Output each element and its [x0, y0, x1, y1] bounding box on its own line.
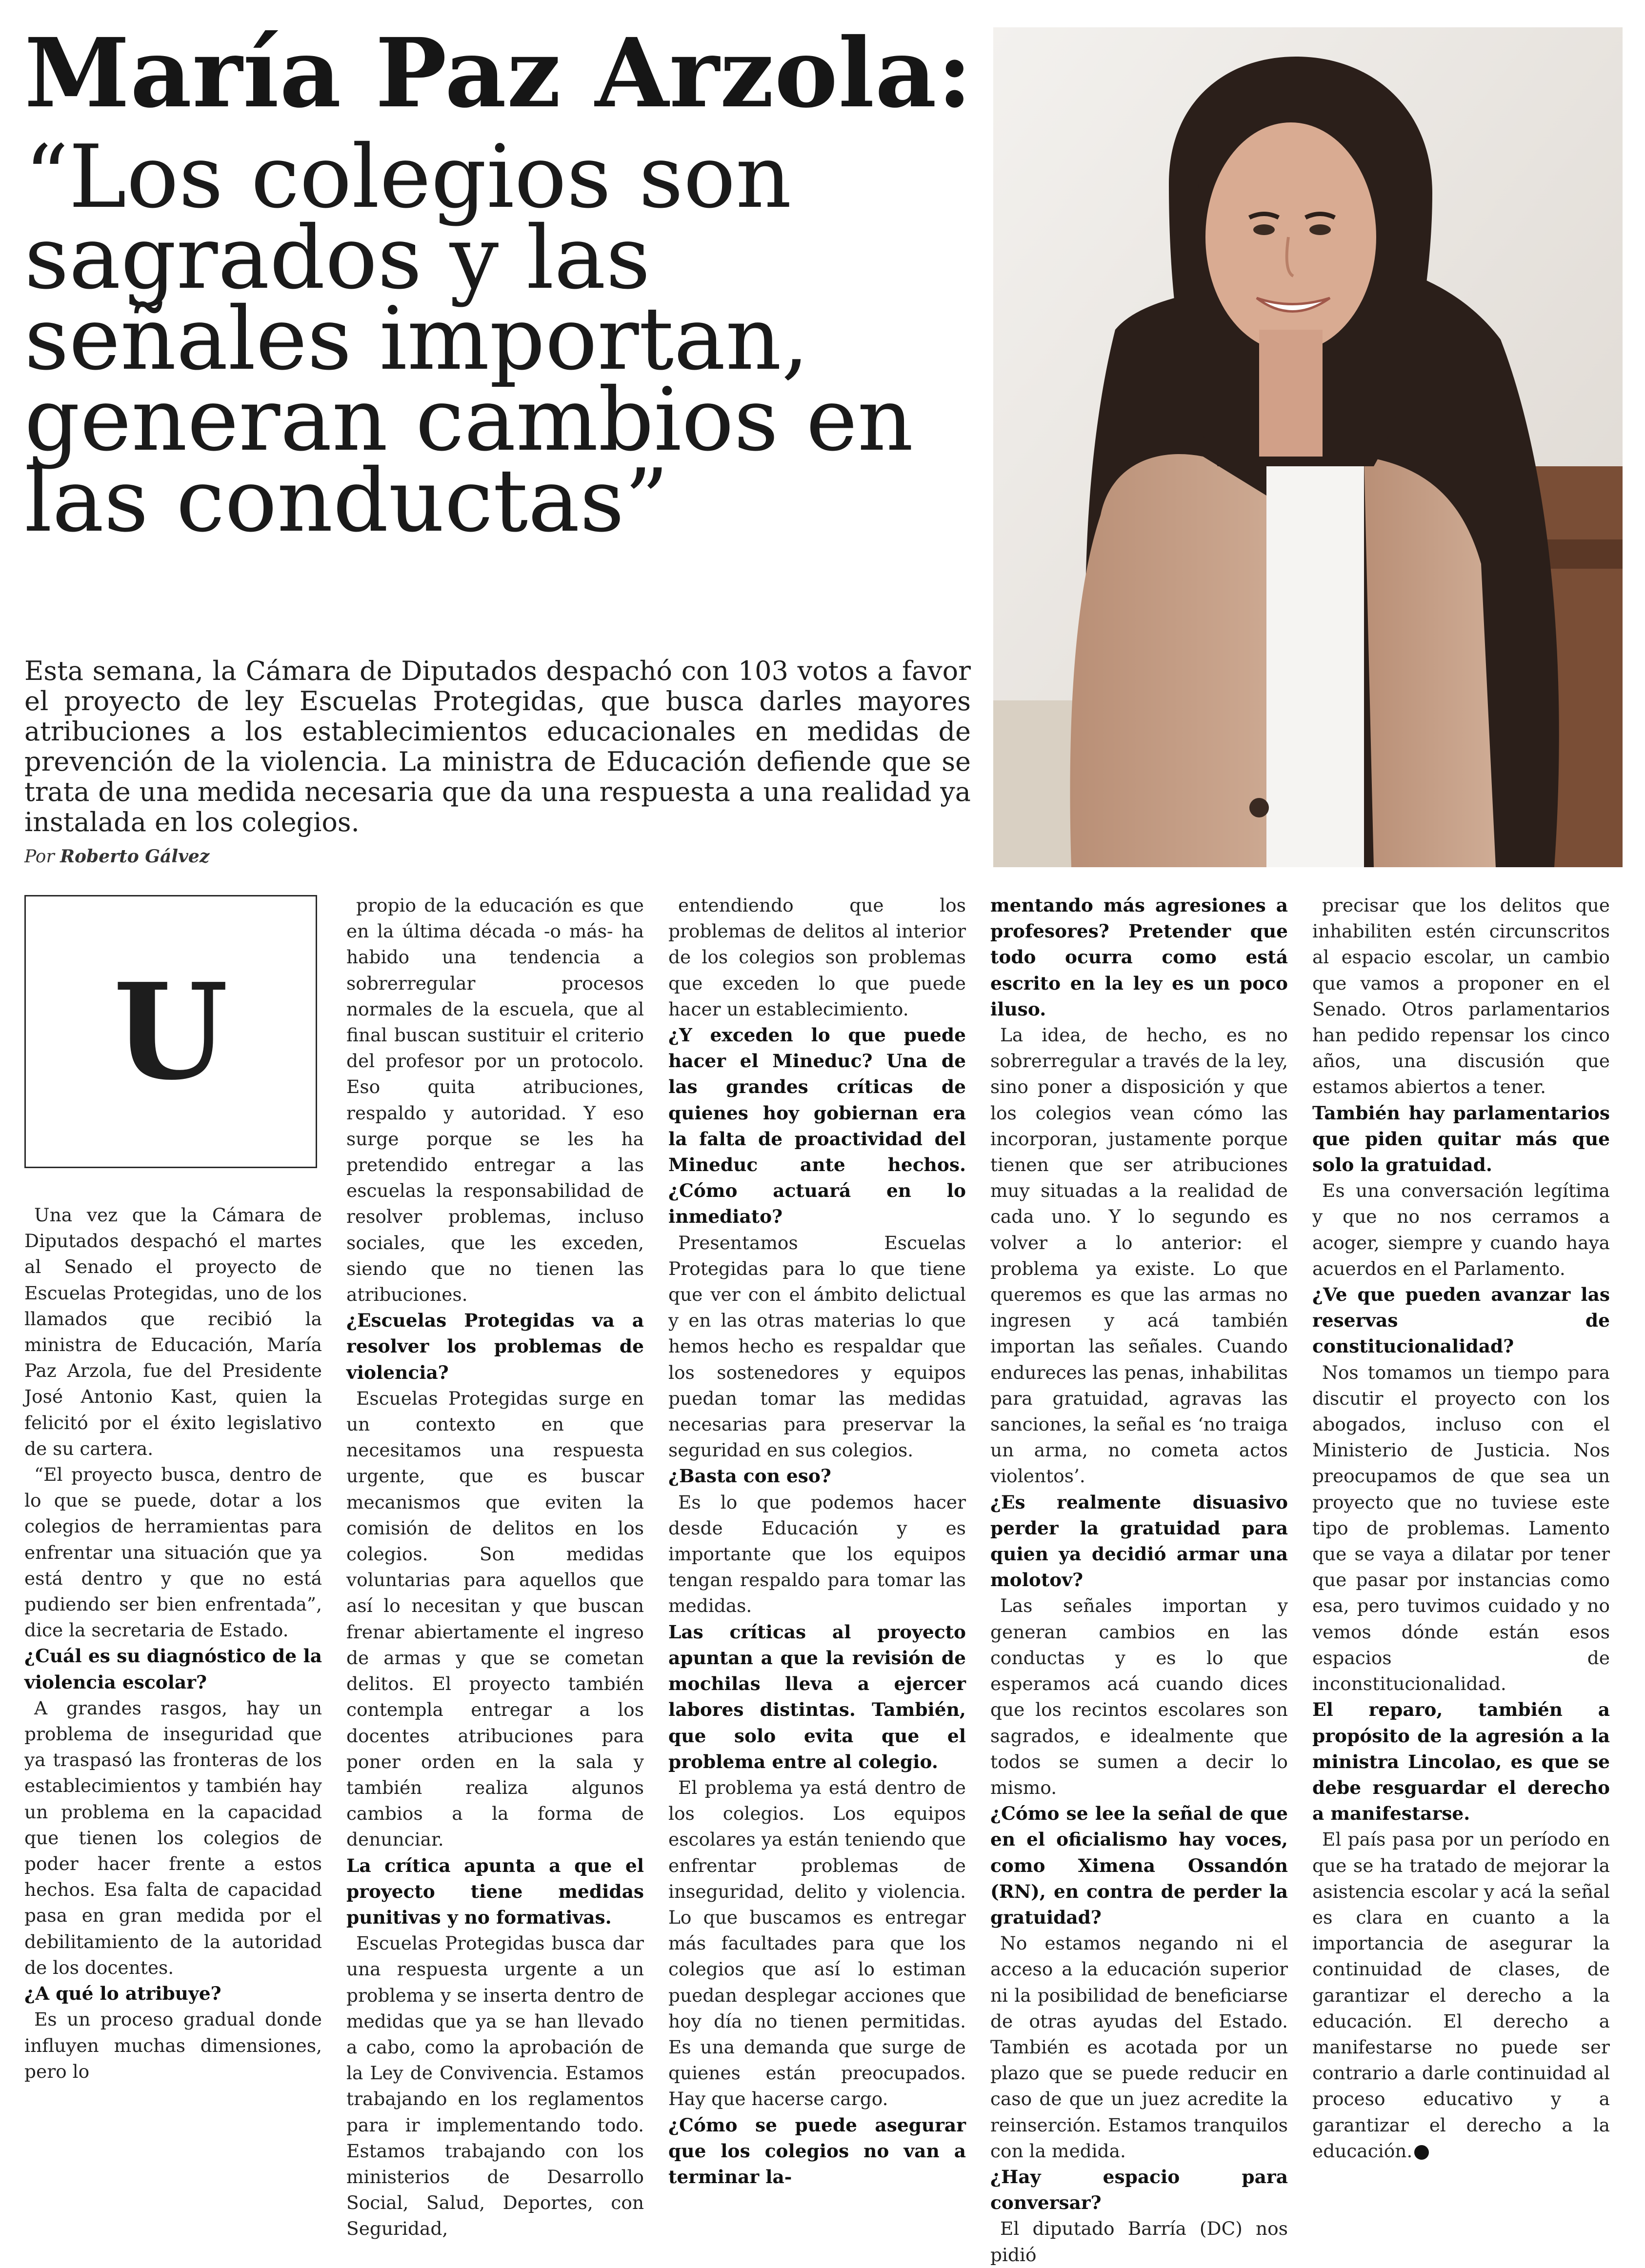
body-paragraph: Es una conversación legítima y que no nos cerramos a acoger, siempre y cuando haya acuerdos en el Parlamento.	[1312, 1180, 1610, 1279]
interview-question: También hay parlamentarios que piden quitar más que solo la gratuidad.	[1312, 1102, 1610, 1176]
lead-paragraph: Esta semana, la Cámara de Diputados despachó con 103 votos a favor el proyecto de ley Escuelas Protegidas, que busca darles mayores atribuciones a los establecimientos educacionales en medidas de prevención de la violencia. La ministra de Educación defiende que se trata de una medida necesaria que da una respuesta a una realidad ya instalada en los colegios.	[24, 656, 971, 837]
interview-question: ¿Ve que pueden avanzar las reservas de constitucionalidad?	[1312, 1284, 1610, 1357]
body-paragraph: Es lo que podemos hacer desde Educación y es importante que los equipos tengan respaldo para tomar las medidas.	[668, 1491, 966, 1617]
article-column-5	[1312, 893, 1610, 2164]
end-of-article-dot	[1414, 2145, 1429, 2160]
interview-question: ¿A qué lo atribuye?	[24, 1983, 221, 2005]
interview-question: ¿Cómo se lee la señal de que en el oficialismo hay voces, como Ximena Ossandón (RN), en contra de perder la gratuidad?	[990, 1803, 1288, 1928]
body-paragraph: El país pasa por un período en que se ha tratado de mejorar la asistencia escolar y acá la señal es clara en cuanto a la importancia de asegurar la continuidad de clases, de garantizar el derecho a la educación. El derecho a manifestarse no puede ser contrario a darle continuidad al proceso educativo y a garantizar el derecho a la educación.	[1312, 1829, 1610, 2162]
headline-name: María Paz Arzola:	[24, 17, 973, 129]
article-column-1	[24, 1202, 322, 2085]
interview-question: Las críticas al proyecto apuntan a que la revisión de mochilas lleva a ejercer labores distintas. También, que solo evita que el problema entre al colegio.	[668, 1621, 966, 1772]
interview-question: ¿Y exceden lo que puede hacer el Mineduc? Una de las grandes críticas de quienes hoy gobiernan era la falta de proactividad del Mineduc ante hechos. ¿Cómo actuará en lo inmediato?	[668, 1024, 966, 1228]
interview-question: ¿Cuál es su diagnóstico de la violencia escolar?	[24, 1645, 322, 1693]
body-paragraph: propio de la educación es que en la última década -o más- ha habido una tendencia a sobrerregular procesos normales de la escuela, que al final buscan sustituir el criterio del profesor por un protocolo. Eso quita atribuciones, respaldo y autoridad. Y eso surge porque se les ha pretendido entregar a las escuelas la responsabilidad de resolver problemas, incluso sociales, que les exceden, siendo que no tienen las atribuciones.	[346, 895, 644, 1306]
interview-question: ¿Cómo se puede asegurar que los colegios no van a terminar la-	[668, 2114, 966, 2188]
body-paragraph: Las señales importan y generan cambios en las conductas y es lo que esperamos acá cuando dices que los recintos escolares son sagrados, e idealmente que todos se sumen a decir lo mismo.	[990, 1595, 1288, 1798]
body-paragraph: A grandes rasgos, hay un problema de inseguridad que ya traspasó las fronteras de los establecimientos y también hay un problema en la capacidad que tienen los colegios de poder hacer frente a estos hechos. Esa falta de capacidad pasa en gran medida por el debilitamiento de la autoridad de los docentes.	[24, 1697, 322, 1978]
portrait-photo	[993, 27, 1623, 867]
interview-question: ¿Hay espacio para conversar?	[990, 2166, 1288, 2214]
body-paragraph: Es un proceso gradual donde influyen muchas dimensiones, pero lo	[24, 2009, 322, 2082]
interview-question: ¿Es realmente disuasivo perder la gratuidad para quien ya decidió armar una molotov?	[990, 1491, 1288, 1591]
article-column-3	[668, 893, 966, 2190]
article-column-2	[346, 893, 644, 2242]
interview-question: La crítica apunta a que el proyecto tiene medidas punitivas y no formativas.	[346, 1854, 644, 1928]
body-paragraph: entendiendo que los problemas de delitos al interior de los colegios son problemas que exceden lo que puede hacer un establecimiento.	[668, 895, 966, 1020]
interview-question: ¿Escuelas Protegidas va a resolver los problemas de violencia?	[346, 1310, 644, 1383]
dropcap-letter: U	[113, 954, 228, 1109]
body-paragraph: Una vez que la Cámara de Diputados despachó el martes al Senado el proyecto de Escuelas Protegidas, uno de los llamados que recibió la ministra de Educación, María Paz Arzola, fue del Presidente José Antonio Kast, quien la felicitó por el éxito legislativo de su cartera.	[24, 1204, 322, 1459]
interview-question: mentando más agresiones a profesores? Pretender que todo ocurra como está escrito en la ley es un poco iluso.	[990, 895, 1288, 1020]
body-paragraph: No estamos negando ni el acceso a la educación superior ni la posibilidad de beneficiarse de otras ayudas del Estado. También es acotada por un plazo que se puede reducir en caso de que un juez acredite la reinserción. Estamos tranquilos con la medida.	[990, 1932, 1288, 2162]
body-paragraph: Escuelas Protegidas surge en un contexto en que necesitamos una respuesta urgente, que es buscar mecanismos que eviten la comisión de delitos en los colegios. Son medidas voluntarias para aquellos que así lo necesitan y que buscan frenar abiertamente el ingreso de armas y que se cometan delitos. El proyecto también contempla entregar a los docentes atribuciones para poner orden en la sala y también realiza algunos cambios a la forma de denunciar.	[346, 1387, 644, 1850]
body-paragraph: Presentamos Escuelas Protegidas para lo que tiene que ver con el ámbito delictual y en las otras materias lo que hemos hecho es respaldar que los sostenedores y equipos puedan tomar las medidas necesarias para preservar la seguridad en sus colegios.	[668, 1232, 966, 1461]
byline	[24, 846, 209, 867]
interview-question: El reparo, también a propósito de la agresión a la ministra Lincolao, es que se debe resguardar el derecho a manifestarse.	[1312, 1699, 1610, 1825]
body-paragraph: Nos tomamos un tiempo para discutir el proyecto con los abogados, incluso con el Ministerio de Justicia. Nos preocupamos de que sea un proyecto que no tuviese este tipo de problemas. Lamento que se vaya a dilatar por tener que pasar por instancias como esa, pero tuvimos cuidado y no vemos dónde están esos espacios de inconstitucionalidad.	[1312, 1361, 1610, 1695]
interview-question: ¿Basta con eso?	[668, 1465, 831, 1487]
body-paragraph: El problema ya está dentro de los colegios. Los equipos escolares ya están teniendo que enfrentar problemas de inseguridad, delito y violencia. Lo que buscamos es entregar más facultades para que los colegios que así lo estiman puedan desplegar acciones que hoy día no tienen permitidas. Es una demanda que surge de quienes están preocupados. Hay que hacerse cargo.	[668, 1776, 966, 2110]
article-column-4	[990, 893, 1288, 2268]
headline-quote: “Los colegios son sagrados y las señales importan, generan cambios en las conductas”	[24, 126, 914, 551]
body-paragraph: precisar que los delitos que inhabiliten estén circunscritos al espacio escolar, un cambio que vamos a proponer en el Senado. Otros parlamentarios han pedido repensar los cinco años, una discusión que estamos abiertos a tener.	[1312, 895, 1610, 1098]
byline-author: Roberto Gálvez	[60, 846, 210, 867]
byline-prefix: Por	[24, 847, 55, 867]
body-paragraph: El diputado Barría (DC) nos pidió	[990, 2218, 1288, 2266]
body-paragraph: “El proyecto busca, dentro de lo que se puede, dotar a los colegios de herramientas para enfrentar una situación que ya está dentro y que no está pudiendo ser bien enfrentada”, dice la secretaria de Estado.	[24, 1464, 322, 1641]
body-paragraph: Escuelas Protegidas busca dar una respuesta urgente a un problema y se inserta dentro de medidas que ya se han llevado a cabo, como la aprobación de la Ley de Convivencia. Estamos trabajando en los reglamentos para ir implementando todo. Estamos trabajando con los ministerios de Desarrollo Social, Salud, Deportes, con Seguridad,	[346, 1932, 644, 2240]
body-paragraph: La idea, de hecho, es no sobrerregular a través de la ley, sino poner a disposición y que los colegios vean cómo las incorporan, justamente porque tienen que ser atribuciones muy situadas a la realidad de cada uno. Y lo segundo es volver a lo anterior: el problema ya existe. Lo que queremos es que las armas no ingresen y acá también importan las señales. Cuando endureces las penas, inhabilitas para gratuidad, agravas las sanciones, la señal es ‘no traiga un arma, no cometa actos violentos’.	[990, 1024, 1288, 1487]
